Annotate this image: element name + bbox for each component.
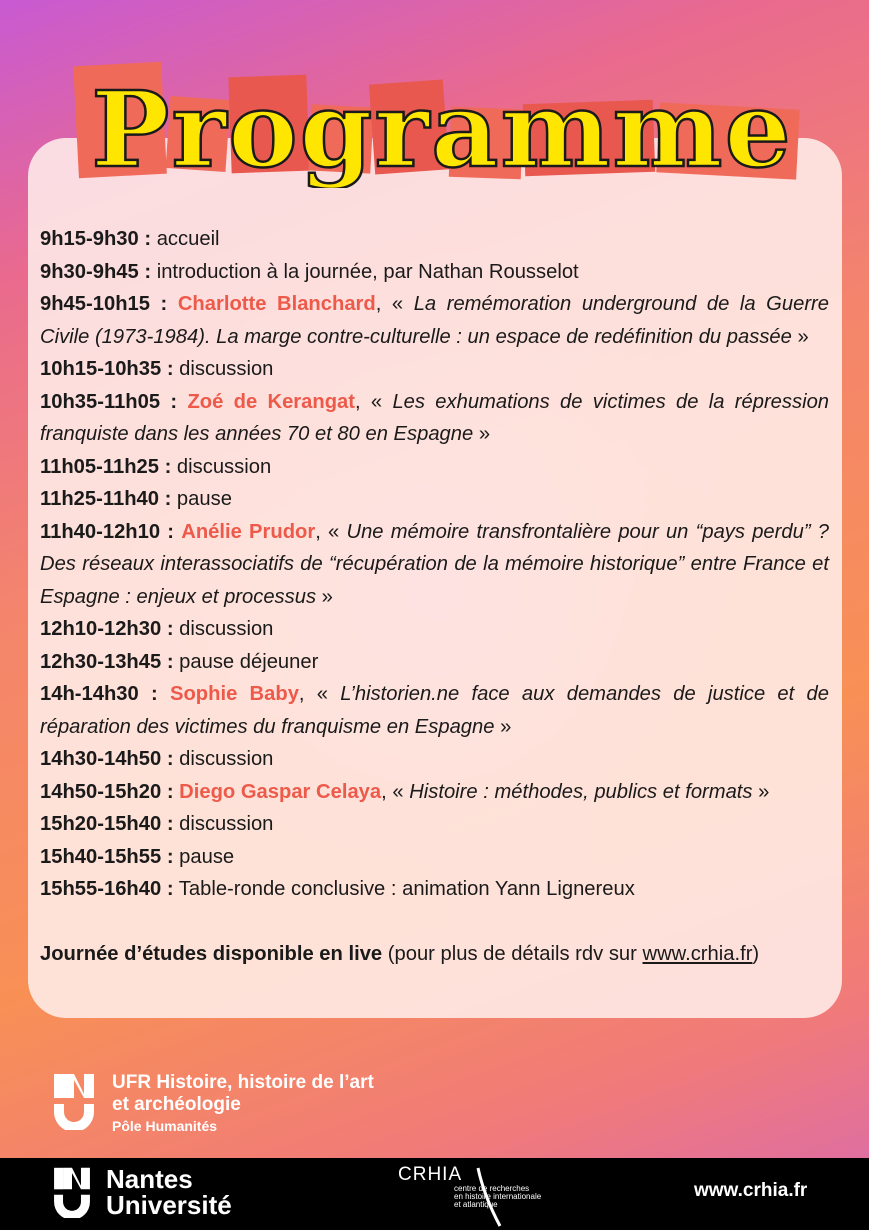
speaker-name: Diego Gaspar Celaya bbox=[179, 780, 382, 803]
schedule-row: 11h25-11h40 : pause bbox=[40, 488, 232, 510]
schedule-row: 15h20-15h40 : discussion bbox=[40, 813, 274, 835]
nantes-universite-icon bbox=[52, 1166, 92, 1218]
schedule-row: 9h15-9h30 : accueil bbox=[40, 228, 220, 250]
speaker-name: Zoé de Kerangat bbox=[187, 390, 355, 413]
talk-title: La remémoration underground de la Guerre Civile (1973-1984). La marge contre-culturelle : un espace de redéfinition du passée bbox=[40, 293, 829, 348]
schedule-row: 14h30-14h50 : discussion bbox=[40, 748, 274, 770]
nu-line2: Université bbox=[106, 1190, 232, 1220]
schedule-row: 9h45-10h15 : Charlotte Blanchard, « La remémoration underground de la Guerre Civile (1973-1984). La marge contre-culturelle : un espace de redéfinition du passée » bbox=[40, 293, 829, 348]
crhia-slash-icon bbox=[474, 1166, 504, 1228]
title-graphic bbox=[72, 58, 812, 188]
schedule-row: 15h55-16h40 : Table-ronde conclusive : animation Yann Lignereux bbox=[40, 878, 635, 900]
speaker-name: Anélie Prudor bbox=[181, 520, 316, 543]
crhia-sub3: et atlantique bbox=[454, 1200, 498, 1209]
crhia-sub1: centre de recherches bbox=[454, 1184, 530, 1193]
crhia-link[interactable]: www.crhia.fr bbox=[642, 942, 753, 965]
ufr-block bbox=[52, 1072, 374, 1136]
crhia-sub2: en histoire internationale bbox=[454, 1192, 542, 1201]
schedule-row: 12h30-13h45 : pause déjeuner bbox=[40, 650, 319, 673]
talk-title: Les exhumations de victimes de la répression franquiste dans les années 70 et 80 en Espagne bbox=[40, 390, 830, 445]
ufr-name-line1: UFR Histoire, histoire de l’art bbox=[112, 1072, 374, 1093]
talk-title: Une mémoire transfrontalière pour un “pays perdu” ? Des réseaux interassociatifs de “récupération de la mémoire historique” entre France et Espagne : enjeux et processus bbox=[40, 520, 829, 608]
schedule-row: 10h15-10h35 : discussion bbox=[40, 358, 274, 380]
talk-title: Histoire : méthodes, publics et formats bbox=[409, 780, 753, 803]
page-title bbox=[72, 58, 812, 188]
schedule-row: 14h50-15h20 : Diego Gaspar Celaya, « Histoire : méthodes, publics et formats » bbox=[40, 780, 770, 803]
ufr-pole: Pôle Humanités bbox=[112, 1118, 218, 1134]
schedule-row: 14h-14h30 : Sophie Baby, « L’historien.ne face aux demandes de justice et de réparation des victimes du franquisme en Espagne » bbox=[40, 683, 829, 738]
live-notice: Journée d’études disponible en live (pour plus de détails rdv sur www.crhia.fr) bbox=[40, 942, 760, 965]
title-text: Programme bbox=[91, 68, 793, 188]
talk-title: L’historien.ne face aux demandes de justice et de réparation des victimes du franquisme en Espagne bbox=[40, 683, 829, 738]
speaker-name: Charlotte Blanchard bbox=[177, 293, 376, 315]
nu-line1: Nantes bbox=[106, 1164, 193, 1194]
schedule-row: 11h40-12h10 : Anélie Prudor, « Une mémoire transfrontalière pour un “pays perdu” ? Des réseaux interassociatifs de “récupération de la mémoire historique” entre France et Espagne : enjeux et processus » bbox=[40, 520, 829, 608]
footer-website: www.crhia.fr bbox=[694, 1180, 808, 1201]
program-list bbox=[40, 223, 829, 970]
ufr-name-line2: et archéologie bbox=[112, 1094, 241, 1115]
nantes-universite-logo bbox=[52, 1166, 232, 1218]
schedule-row: 12h10-12h30 : discussion bbox=[40, 618, 274, 640]
crhia-name: CRHIA bbox=[398, 1164, 463, 1185]
speaker-name: Sophie Baby bbox=[170, 683, 299, 705]
schedule-row: 9h30-9h45 : introduction à la journée, par Nathan Rousselot bbox=[40, 260, 579, 283]
crhia-logo bbox=[398, 1164, 541, 1210]
schedule-row: 10h35-11h05 : Zoé de Kerangat, « Les exhumations de victimes de la répression franquiste dans les années 70 et 80 en Espagne » bbox=[40, 390, 830, 445]
footer-bar bbox=[0, 1158, 869, 1230]
schedule-row: 15h40-15h55 : pause bbox=[40, 845, 235, 868]
schedule-row: 11h05-11h25 : discussion bbox=[40, 455, 272, 478]
ufr-logo-icon bbox=[52, 1072, 96, 1130]
